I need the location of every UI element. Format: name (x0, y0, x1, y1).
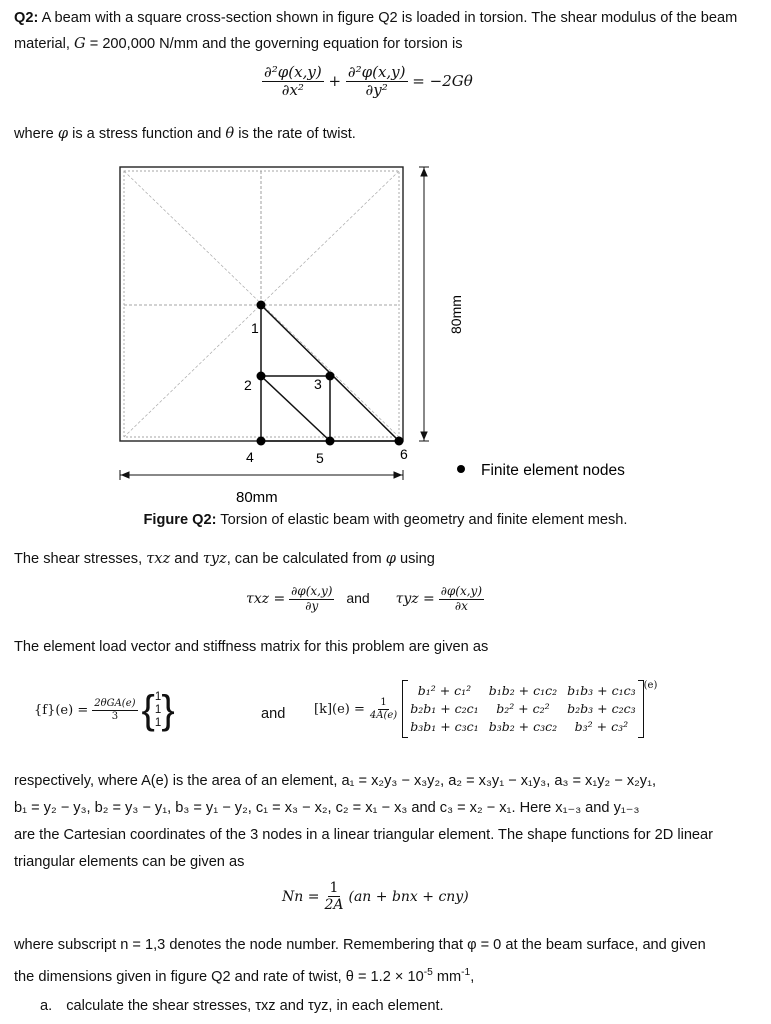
eq-term2-den: ∂y² (365, 81, 388, 100)
node-label-2: 2 (244, 377, 252, 393)
resp-line-1: respectively, where A(e) is the area of an element, a₁ = x₂y₃ − x₃y₂, a₂ = x₃y₁ − x₁y₃, a₃ = x₁y₂ − x₂y₁, (14, 773, 657, 789)
f-num: 2θGA(e) (94, 698, 136, 709)
shape-lhs: Nn = (282, 888, 320, 905)
k-den: 4A(e) (369, 709, 398, 721)
final-line-2c: , (470, 968, 475, 985)
node-label-4: 4 (246, 449, 254, 465)
node-6 (395, 437, 404, 446)
shape-frac (322, 880, 345, 913)
figure-caption (0, 512, 771, 528)
eq-rhs: = −2Gθ (412, 71, 473, 90)
k-num: 1 (380, 697, 387, 708)
where-3: is the rate of twist. (234, 126, 356, 142)
where-1: where (14, 126, 58, 142)
g-value: = 200,000 N/mm and the governing equation for torsion is (85, 36, 463, 52)
where-2: is a stress function and (68, 126, 226, 142)
final-line-1: where subscript n = 1,3 denotes the node number. Remembering that φ = 0 at the beam surface, and given (14, 937, 706, 953)
eq1-frac (289, 585, 334, 614)
shape-rhs: (an + bnx + cny) (348, 888, 469, 905)
phi-symbol: φ (57, 125, 69, 142)
k-23: b₂b₃ + c₂c₃ (567, 701, 636, 716)
vertical-dimension (419, 167, 429, 441)
k-31: b₃b₁ + c₃c₁ (410, 719, 479, 734)
k-11: b₁² + c₁² (417, 683, 472, 698)
final-sup-2: -1 (461, 967, 471, 978)
question-label: Q2: (14, 10, 39, 26)
eq-term1-den: ∂x² (281, 81, 304, 100)
k-frac (368, 697, 399, 721)
f-vec-2: 1 (154, 716, 162, 729)
node-label-6: 6 (400, 446, 408, 462)
intro-text: A beam with a square cross-section shown in figure Q2 is loaded in torsion. The shear modulus of the beam material, (14, 10, 738, 52)
respectively-paragraph (14, 768, 759, 876)
eq1-num: ∂φ(x,y) (291, 584, 333, 598)
final-sup-1: -5 (423, 967, 433, 978)
shear-intro-1: The shear stresses, (14, 551, 147, 567)
horizontal-dimension (120, 470, 403, 480)
node-2 (257, 372, 266, 381)
eq2-num: ∂φ(x,y) (440, 584, 483, 598)
k-lhs: [k](e) = (314, 701, 365, 717)
final-line-2a: the dimensions given in figure Q2 and rate of twist, θ = 1.2 × 10 (14, 968, 424, 985)
figure-q2 (0, 0, 771, 510)
item-a-label: a. (40, 998, 53, 1014)
f-frac (92, 698, 137, 722)
node-3 (326, 372, 335, 381)
legend-label: Finite element nodes (481, 462, 625, 479)
eq-and: and (346, 590, 370, 606)
shear-intro (14, 546, 759, 572)
shape-den: 2A (324, 897, 344, 914)
item-a-text: calculate the shear stresses, τxz and τyz, in each element. (66, 998, 444, 1014)
f-vec-1: 1 (154, 703, 162, 716)
k-32: b₃b₂ + c₃c₂ (488, 719, 558, 734)
eq2-lhs: τyz = (395, 591, 435, 607)
element-intro: The element load vector and stiffness matrix for this problem are given as (14, 639, 489, 655)
f-lhs: {f}(e) = (34, 702, 89, 718)
k-matrix (405, 682, 640, 736)
eq2-den: ∂x (454, 598, 468, 613)
eq-term2-num: ∂²φ(x,y) (347, 63, 406, 81)
item-a (40, 994, 444, 1019)
tau-yz: τyz (202, 550, 227, 567)
load-and: and (261, 706, 286, 722)
k-sup: (e) (643, 680, 658, 691)
k-22: b₂² + c₂² (496, 701, 550, 716)
shear-equations (246, 585, 484, 614)
shear-intro-2: , can be calculated from (226, 551, 386, 567)
shear-and: and (170, 551, 203, 567)
k-12: b₁b₂ + c₁c₂ (488, 683, 558, 698)
node-5 (326, 437, 335, 446)
node-label-5: 5 (316, 450, 324, 466)
dim-vertical-label: 80mm (448, 295, 464, 334)
f-den: 3 (111, 710, 119, 722)
brace-left: { (141, 688, 155, 732)
legend-node-dot (457, 465, 465, 473)
stiffness-matrix (314, 680, 657, 738)
resp-line-3: are the Cartesian coordinates of the 3 nodes in a linear triangular element. The shape functions for 2D linear (14, 827, 714, 843)
node-label-1: 1 (251, 320, 259, 336)
node-label-3: 3 (314, 376, 322, 392)
eq1-den: ∂y (305, 598, 319, 613)
final-line-2 (14, 959, 759, 991)
final-line-2b: mm (432, 968, 462, 985)
brace-right: } (161, 688, 175, 732)
eq-term1-num: ∂²φ(x,y) (264, 63, 322, 81)
caption-bold: Figure Q2: (143, 512, 217, 528)
g-symbol: G (74, 35, 86, 52)
caption-text: Torsion of elastic beam with geometry and finite element mesh. (216, 512, 628, 528)
eq2-frac (439, 585, 484, 614)
final-paragraph (14, 932, 759, 991)
k-33: b₃² + c₃² (574, 719, 629, 734)
resp-line-2: b₁ = y₂ − y₃, b₂ = y₃ − y₁, b₃ = y₁ − y₂, c₁ = x₃ − x₂, c₂ = x₁ − x₃ and c₃ = x₂ − x₁. Here x₁₋₃ and y₁₋₃ (14, 800, 640, 816)
k-13: b₁b₃ + c₁c₃ (567, 683, 636, 698)
shear-phi: φ (385, 550, 396, 567)
tau-xz: τxz (146, 550, 171, 567)
k-matrix-brackets (402, 680, 643, 738)
theta-symbol: θ (225, 125, 235, 142)
resp-line-4: triangular elements can be given as (14, 854, 245, 870)
shape-function (282, 880, 469, 913)
node-4 (257, 437, 266, 446)
k-21: b₂b₁ + c₂c₁ (410, 701, 479, 716)
node-1 (257, 301, 266, 310)
eq1-lhs: τxz = (246, 591, 286, 607)
f-vec-0: 1 (154, 690, 162, 703)
shear-intro-3: using (395, 551, 435, 567)
eq-plus: + (328, 71, 342, 90)
dim-horizontal-label: 80mm (236, 489, 278, 506)
load-vector (34, 690, 175, 730)
shape-num: 1 (329, 880, 339, 896)
